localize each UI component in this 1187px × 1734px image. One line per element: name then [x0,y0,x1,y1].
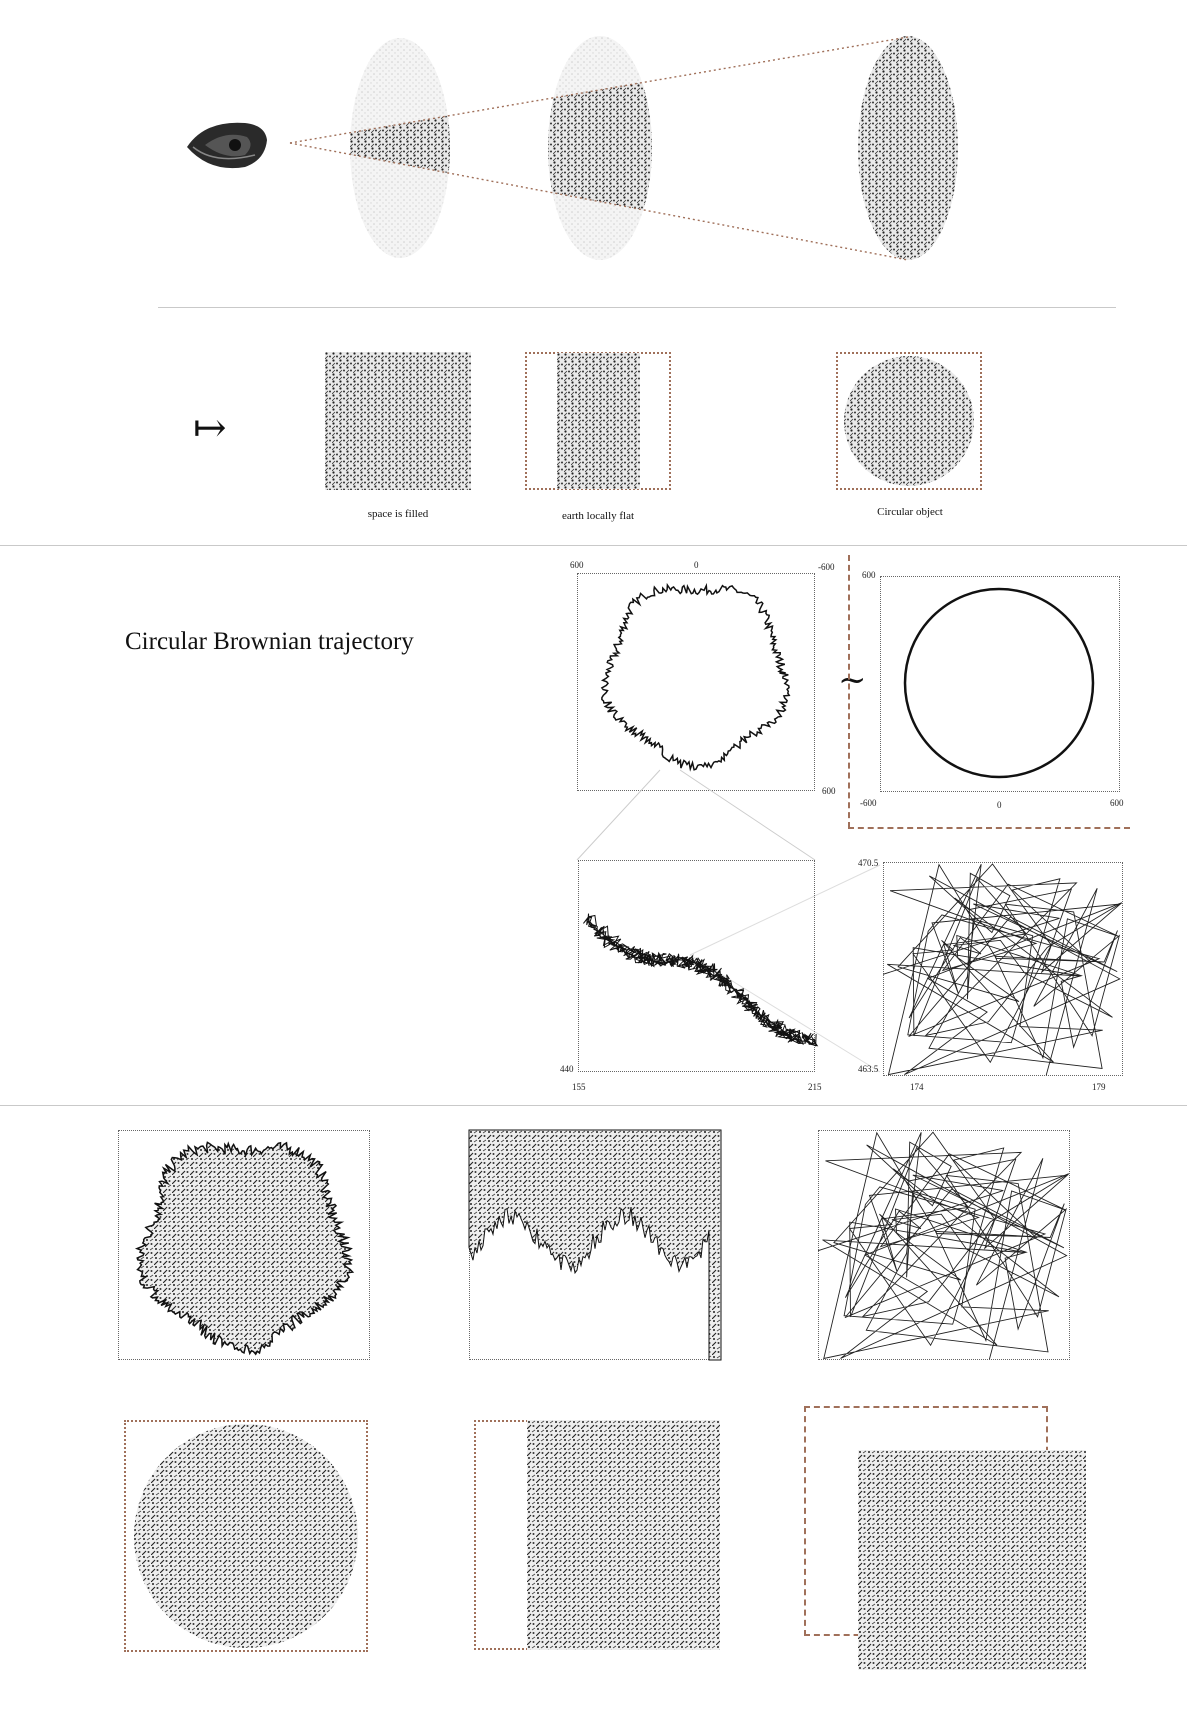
tick-label: -600 [860,798,877,808]
zoom-plot-1-path [578,860,815,1072]
tick-label: 600 [570,560,584,570]
filled-zoom-shape-1 [469,1130,721,1360]
divider-3 [0,1105,1187,1106]
tick-label: 600 [822,786,836,796]
filled-zoom-shape-2 [818,1130,1070,1360]
tick-label: 600 [1110,798,1124,808]
approx-symbol: ~ [838,660,867,700]
tick-label: 0 [694,560,699,570]
bottom-circle-disk [124,1420,368,1652]
caption-circular-object: Circular object [877,506,943,518]
tick-label: 0 [997,800,1002,810]
zoom-plot-2-path [883,862,1123,1076]
tick-label: 463.5 [858,1064,879,1074]
filled-brownian-shape [118,1130,370,1360]
tick-label: 179 [1092,1082,1106,1092]
section-heading: Circular Brownian trajectory [125,628,414,655]
tick-label: 215 [808,1082,822,1092]
caption-earth-flat: earth locally flat [561,510,635,522]
caption-space-filled: space is filled [367,508,429,520]
bottom-offset-fill [858,1450,1086,1670]
mapsto-icon: ↦ [193,405,227,451]
tick-label: -600 [818,562,835,572]
bottom-flat-fill [527,1420,720,1650]
tick-label: 440 [560,1064,574,1074]
tick-label: 470.5 [858,858,879,868]
tick-label: 174 [910,1082,924,1092]
tick-label: 600 [862,570,876,580]
tick-label: 155 [572,1082,586,1092]
